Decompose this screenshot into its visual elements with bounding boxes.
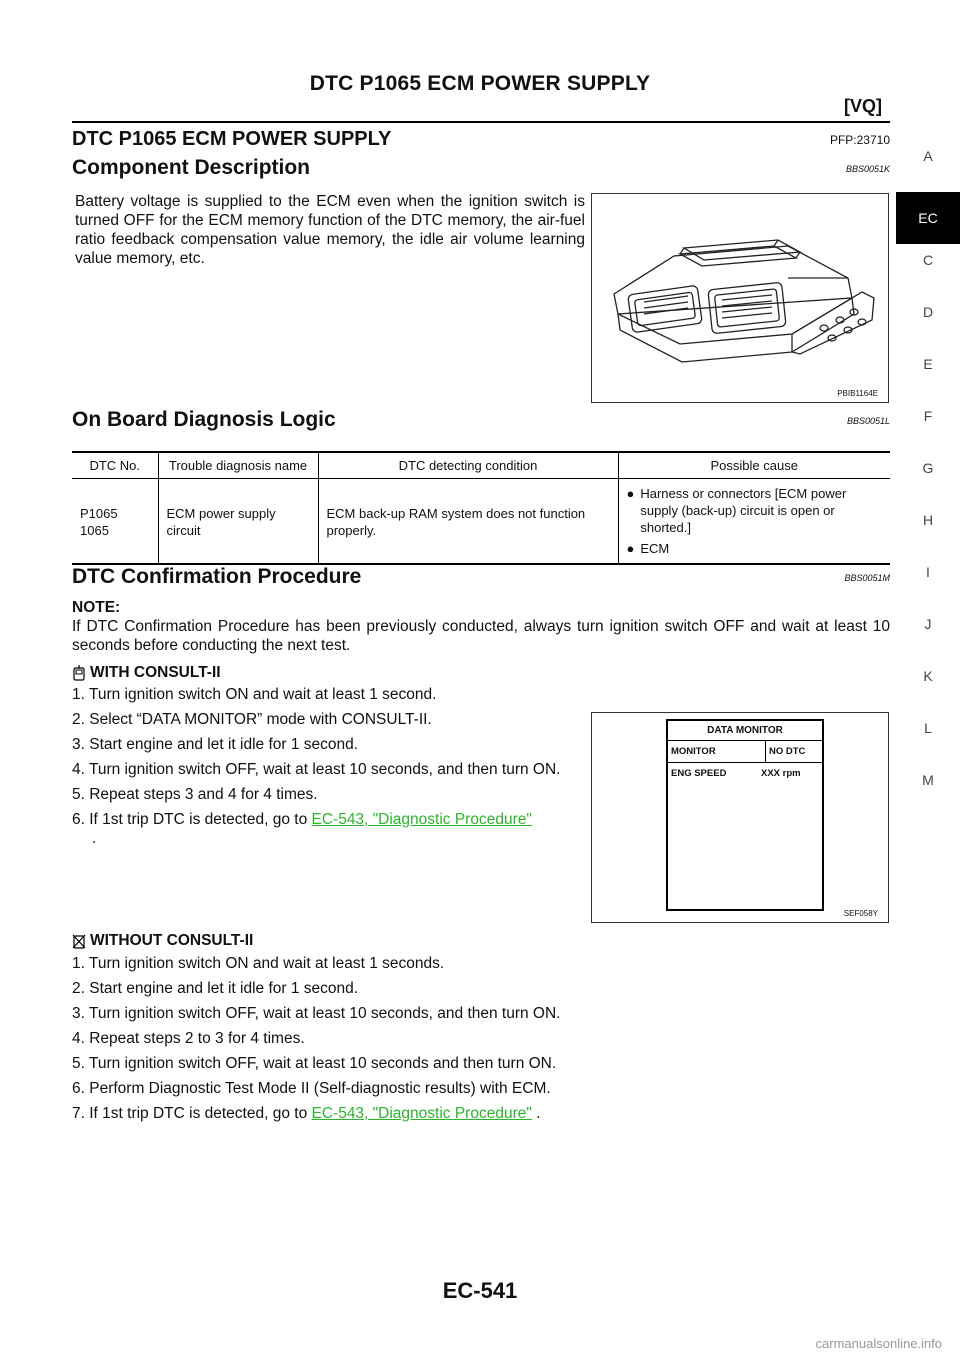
with-consult-heading: [72, 664, 221, 682]
ecm-figure: [591, 193, 889, 403]
procedure-step: 2. Select “DATA MONITOR” mode with CONSULT-II.: [72, 711, 432, 728]
dtc-no-secondary: 1065: [80, 523, 109, 538]
section-title-text: DTC Confirmation Procedure: [72, 565, 362, 588]
page-number: EC-541: [442, 1278, 518, 1303]
section-tab-g[interactable]: G: [922, 460, 934, 476]
page-title: [72, 128, 890, 151]
consult-screen: [666, 719, 824, 911]
section-tab-k[interactable]: K: [923, 668, 933, 684]
engine-tag: [VQ]: [844, 96, 882, 116]
trouble-name-cell: ECM power supply circuit: [158, 479, 318, 565]
procedure-step: 1. Turn ignition switch ON and wait at least 1 second.: [72, 686, 437, 703]
section-tab-m[interactable]: M: [922, 772, 934, 788]
condition-cell: ECM back-up RAM system does not function properly.: [318, 479, 618, 565]
step-text: 7. If 1st trip DTC is detected, go to: [72, 1105, 312, 1122]
dtc-no-cell: [72, 479, 158, 565]
note-block: [72, 598, 890, 655]
page-title-text: DTC P1065 ECM POWER SUPPLY: [72, 128, 392, 150]
section-tab-e[interactable]: E: [923, 356, 933, 372]
header-rule: [72, 121, 890, 123]
procedure-step: 5. Repeat steps 3 and 4 for 4 times.: [72, 786, 318, 803]
section-tab-j[interactable]: J: [924, 616, 932, 632]
part-code: PFP:23710: [829, 133, 890, 147]
column-header: Trouble diagnosis name: [158, 452, 318, 479]
with-consult-steps: [72, 685, 592, 854]
screen-header-row: [668, 741, 822, 763]
figure-code: PBIB1164E: [837, 389, 878, 398]
section-title-text: Component Description: [72, 156, 311, 179]
column-header: DTC No.: [72, 452, 158, 479]
with-consult-title: WITH CONSULT-II: [90, 664, 221, 681]
without-consult-title: WITHOUT CONSULT-II: [90, 932, 254, 949]
procedure-step: 5. Turn ignition switch OFF, wait at least 10 seconds and then turn ON.: [72, 1055, 557, 1072]
no-consult-icon: [72, 933, 86, 949]
procedure-step: 3. Turn ignition switch OFF, wait at least 10 seconds, and then turn ON.: [72, 1005, 561, 1022]
procedure-step: 3. Start engine and let it idle for 1 second.: [72, 736, 359, 753]
section-code: BBS0051L: [846, 416, 890, 426]
section-tab-a[interactable]: A: [923, 148, 933, 164]
column-header: Possible cause: [618, 452, 890, 479]
procedure-step: 2. Start engine and let it idle for 1 second.: [72, 980, 359, 997]
possible-cause-cell: [618, 479, 890, 565]
bullet-icon: ●: [626, 486, 635, 501]
column-header: DTC detecting condition: [318, 452, 618, 479]
section-tab-f[interactable]: F: [923, 408, 933, 424]
diagnostic-procedure-link[interactable]: EC-543, "Diagnostic Procedure": [311, 1105, 532, 1122]
procedure-step: 6. Perform Diagnostic Test Mode II (Self-diagnostic results) with ECM.: [72, 1080, 551, 1097]
section-title-text: On Board Diagnosis Logic: [72, 408, 336, 431]
screen-monitor-label: MONITOR: [668, 741, 766, 762]
section-tab-h[interactable]: H: [922, 512, 934, 528]
section-code: BBS0051K: [845, 164, 890, 174]
section-tab-c[interactable]: C: [922, 252, 934, 268]
bullet-icon: ●: [626, 541, 635, 556]
cause-item: [627, 485, 883, 536]
obd-logic-heading: [72, 408, 890, 432]
figure-code: SEF058Y: [843, 909, 878, 918]
step-text: 6. If 1st trip DTC is detected, go to: [72, 811, 312, 828]
procedure-step: [72, 810, 592, 848]
cause-text: Harness or connectors [ECM power supply (back-up) circuit is open or shorted.]: [640, 486, 847, 535]
confirmation-heading: [72, 565, 890, 589]
procedure-step: [72, 1104, 890, 1123]
note-text: If DTC Confirmation Procedure has been previously conducted, always turn ignition switch OFF and wait at least 10 seconds before conducting the next test.: [72, 618, 890, 654]
procedure-step: 1. Turn ignition switch ON and wait at least 1 seconds.: [72, 955, 445, 972]
step-text: .: [92, 830, 97, 847]
running-title: DTC P1065 ECM POWER SUPPLY: [309, 72, 651, 95]
cause-text: ECM: [640, 541, 670, 556]
screen-data-row: [668, 763, 822, 784]
without-consult-heading: [72, 932, 253, 950]
without-consult-steps: [72, 954, 890, 1129]
section-tab-ec[interactable]: EC: [896, 192, 960, 244]
watermark[interactable]: carmanualsonline.info: [815, 1336, 942, 1351]
ecm-illustration: [592, 194, 890, 404]
consult-tool-icon: [72, 665, 86, 681]
screen-item-value: XXX rpm: [761, 768, 801, 779]
section-index: [896, 146, 960, 822]
dtc-no-primary: P1065: [80, 506, 118, 521]
screen-item-label: ENG SPEED: [671, 768, 727, 779]
table-header-row: [72, 452, 890, 479]
step-text: .: [531, 1105, 541, 1122]
procedure-step: 4. Repeat steps 2 to 3 for 4 times.: [72, 1030, 305, 1047]
procedure-step: 4. Turn ignition switch OFF, wait at least 10 seconds, and then turn ON.: [72, 761, 561, 778]
component-description-text: Battery voltage is supplied to the ECM even when the ignition switch is turned OFF for the ECM memory function of the DTC memory, the air-fuel ratio feedback compensation value memory, the idle air volume learning value memory, etc.: [75, 193, 585, 267]
diagnostic-procedure-link[interactable]: EC-543, "Diagnostic Procedure": [311, 811, 532, 828]
data-monitor-figure: [591, 712, 889, 923]
section-tab-l[interactable]: L: [924, 720, 932, 736]
dtc-table: [72, 451, 890, 565]
section-code: BBS0051M: [844, 573, 890, 583]
cause-item: [627, 540, 883, 557]
note-label: NOTE:: [72, 599, 121, 616]
section-tab-i[interactable]: I: [926, 564, 930, 580]
component-description-heading: [72, 156, 890, 180]
section-tab-d[interactable]: D: [922, 304, 934, 320]
screen-status-label: NO DTC: [769, 746, 806, 757]
table-row: [72, 479, 890, 565]
screen-title: DATA MONITOR: [668, 721, 822, 741]
